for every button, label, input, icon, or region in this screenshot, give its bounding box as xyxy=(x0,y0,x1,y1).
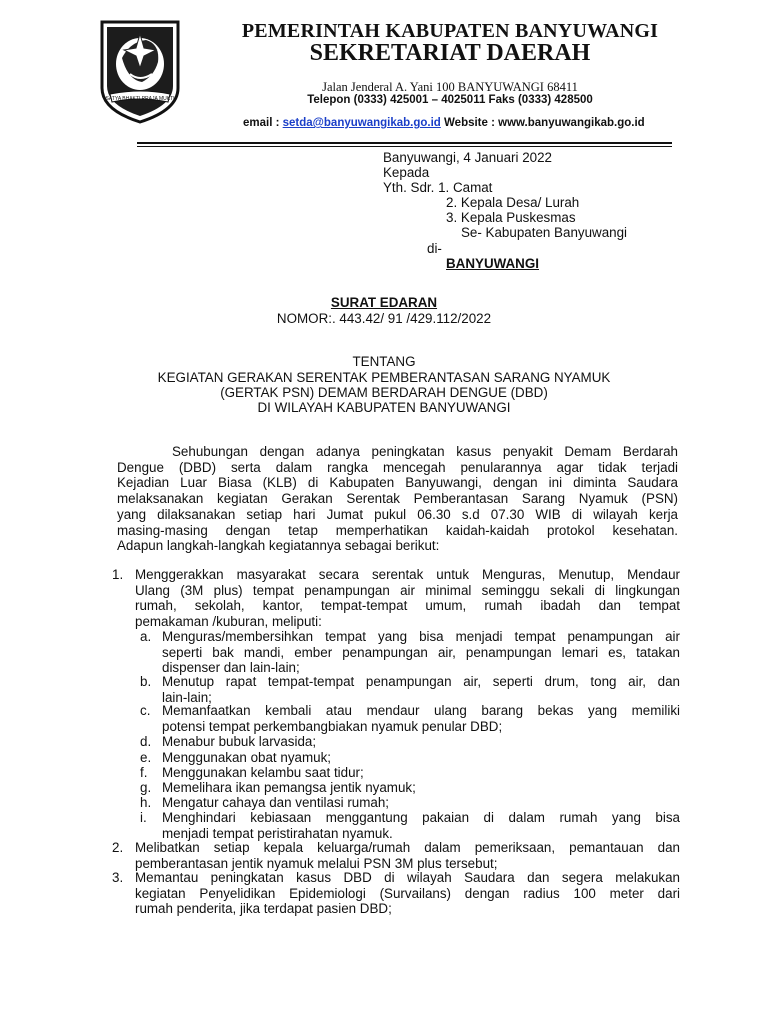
sub-item-letter: f. xyxy=(140,765,148,780)
recipient-city: BANYUWANGI xyxy=(446,256,539,271)
list-item-line: pemakaman /kuburan, meliputi: xyxy=(135,613,322,629)
sub-item-h xyxy=(140,795,680,811)
sub-item-line: dispenser dan lain-lain; xyxy=(162,660,300,675)
government-name: PEMERINTAH KABUPATEN BANYUWANGI xyxy=(241,20,659,42)
recipient-line-3: 3. Kepala Puskesmas xyxy=(446,210,576,225)
subject-line-3: DI WILAYAH KABUPATEN BANYUWANGI xyxy=(257,400,511,415)
sub-item-line: Menggunakan kelambu saat tidur; xyxy=(162,765,364,780)
sub-item-line: Memanfaatkan kembali atau mendaur ulang barang bekas yang memiliki xyxy=(162,703,680,718)
intro-paragraph xyxy=(117,444,678,554)
sub-item-line: Menggunakan obat nyamuk; xyxy=(162,750,331,765)
letter-number: NOMOR:. 443.42/ 91 /429.112/2022 xyxy=(276,311,492,326)
sub-item-letter: g. xyxy=(140,780,152,795)
list-item-number: 1. xyxy=(112,567,124,582)
list-item-line: Menggerakkan masyarakat secara serentak untuk Menguras, Menutup, Mendaur xyxy=(135,567,680,582)
letter-type: SURAT EDARAN xyxy=(330,295,438,310)
sub-item-letter: a. xyxy=(140,629,152,644)
intro-line: Kejadian Luar Biasa (KLB) di Kabupaten Banyuwangi, dengan ini diminta Saudara xyxy=(117,475,678,491)
list-item-line: Ulang (3M plus) tempat penampungan air minimal seminggu sekali di lingkungan xyxy=(135,582,680,598)
sub-item-line: lain-lain; xyxy=(162,689,212,705)
list-item-line: pemberantasan jentik nyamuk melalui PSN 3M plus tersebut; xyxy=(135,855,498,871)
list-item-line: kegiatan Penyelidikan Epidemiologi (Survailans) dengan radius 100 meter dari xyxy=(135,885,680,901)
subject-line-1: KEGIATAN GERAKAN SERENTAK PEMBERANTASAN SARANG NYAMUK xyxy=(157,370,611,385)
kabupaten-banyuwangi-emblem-icon xyxy=(96,18,184,126)
recipient-line-2: 2. Kepala Desa/ Lurah xyxy=(446,195,580,210)
intro-line: Adapun langkah-langkah kegiatannya sebagai berikut: xyxy=(117,538,440,554)
sub-item-e xyxy=(140,750,680,766)
sub-item-letter: c. xyxy=(140,703,151,718)
sub-item-d xyxy=(140,734,680,750)
letterhead-rule-thick xyxy=(137,142,672,144)
kepada-label: Kepada xyxy=(383,165,430,180)
intro-line: Dengue (DBD) serta dalam rangka mencegah penularannya agar tidak terjadi xyxy=(117,459,678,475)
subject-line-2: (GERTAK PSN) DEMAM BERDARAH DENGUE (DBD) xyxy=(220,385,548,400)
sub-item-line: Mengatur cahaya dan ventilasi rumah; xyxy=(162,795,390,810)
sub-item-letter: d. xyxy=(140,734,152,749)
sub-item-line: menjadi tempat peristirahatan nyamuk. xyxy=(162,825,393,841)
intro-line: Sehubungan dengan adanya peningkatan kasus penyakit Demam Berdarah xyxy=(172,444,678,459)
sub-item-letter: e. xyxy=(140,750,152,765)
sub-item-a xyxy=(140,629,680,676)
website-text[interactable]: www.banyuwangikab.go.id xyxy=(498,117,645,129)
contact-line xyxy=(243,117,645,129)
intro-line: masing-masing dengan tetap memperhatikan kaidah-kaidah protokol kesehatan. xyxy=(117,522,678,538)
sub-item-i xyxy=(140,810,680,841)
list-item-line: Memantau peningkatan kasus DBD di wilayah Saudara dan segera melakukan xyxy=(135,870,680,885)
recipient-line-4: Se- Kabupaten Banyuwangi xyxy=(461,225,628,240)
sub-item-f xyxy=(140,765,680,781)
office-address: Jalan Jenderal A. Yani 100 BANYUWANGI 68411 xyxy=(322,80,578,94)
intro-line: yang dilaksanakan setiap hari Jumat pukul 06.30 s.d 07.30 WIB di wilayah kerja xyxy=(117,506,678,522)
sub-item-line: Menghindari kebiasaan menggantung pakaian di dalam rumah yang bisa xyxy=(162,810,680,825)
di-label: di- xyxy=(427,241,442,256)
email-label: email : xyxy=(243,117,283,129)
list-item-3 xyxy=(112,870,680,917)
list-item-1 xyxy=(112,567,680,629)
letterhead-rule-thin xyxy=(137,146,672,147)
sub-item-line: potensi tempat perkembangbiakan nyamuk penular DBD; xyxy=(162,718,503,734)
emblem-motto: SATYA BHAKTI PRAJA MUKTI xyxy=(105,96,175,102)
recipient-line-1: Yth. Sdr. 1. Camat xyxy=(383,180,493,195)
email-link[interactable]: setda@banyuwangikab.go.id xyxy=(282,117,441,129)
sub-item-line: seperti bak mandi, ember penampungan air, penampungan lemari es, tatakan xyxy=(162,644,680,660)
list-item-line: Melibatkan setiap kepala keluarga/rumah dalam pemeriksaan, pemantauan dan xyxy=(135,840,680,855)
place-date: Banyuwangi, 4 Januari 2022 xyxy=(383,150,552,165)
sub-item-line: Memelihara ikan pemangsa jentik nyamuk; xyxy=(162,780,416,795)
list-item-line: rumah, sekolah, kantor, tempat-tempat umum, rumah ibadah dan tempat xyxy=(135,598,680,613)
office-phone: Telepon (0333) 425001 – 4025011 Faks (0333) 428500 xyxy=(307,94,593,106)
sub-item-line: Menutup rapat tempat-tempat penampungan air, seperti drum, tong air, dan xyxy=(162,674,680,689)
sub-item-line: Menabur bubuk larvasida; xyxy=(162,734,317,749)
sub-item-letter: h. xyxy=(140,795,152,810)
website-label: Website : xyxy=(440,117,499,129)
list-item-2 xyxy=(112,840,680,871)
office-name: SEKRETARIAT DAERAH xyxy=(309,40,591,66)
list-item-number: 3. xyxy=(112,870,124,885)
sub-item-line: Menguras/membersihkan tempat yang bisa menjadi tempat penampungan air xyxy=(162,629,680,644)
tentang-label: TENTANG xyxy=(352,354,416,369)
sub-item-c xyxy=(140,703,680,734)
list-item-line: rumah penderita, jika terdapat pasien DBD; xyxy=(135,901,392,916)
sub-item-letter: b. xyxy=(140,674,152,689)
list-item-number: 2. xyxy=(112,840,124,855)
intro-line: melaksanakan kegiatan Gerakan Serentak Pemberantasan Sarang Nyamuk (PSN) xyxy=(117,491,678,507)
sub-item-letter: i. xyxy=(140,810,147,825)
sub-item-g xyxy=(140,780,680,796)
sub-item-b xyxy=(140,674,680,705)
